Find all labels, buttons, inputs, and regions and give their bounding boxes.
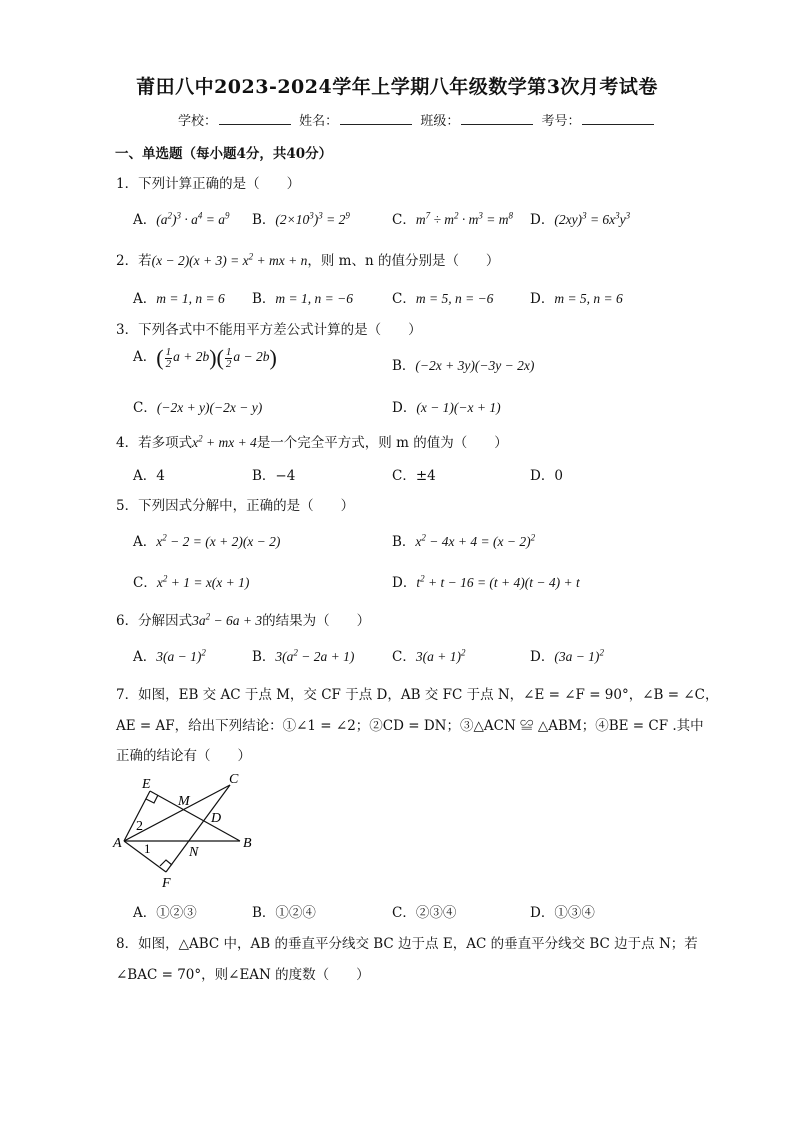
q4-option-d[interactable]: D．0 xyxy=(530,468,563,484)
q3-option-b[interactable]: B．(−2x + 3y)(−3y − 2x) xyxy=(392,358,535,374)
q6-option-c[interactable]: C．$3(a + 1)^2$ xyxy=(392,647,466,665)
class-label: 班级： xyxy=(420,114,460,129)
q1-option-d[interactable]: D．$(2xy)^3 = 6x^3y^3$ xyxy=(530,210,631,228)
label-e: E xyxy=(142,777,151,792)
number-blank[interactable] xyxy=(582,112,654,125)
label-angle-1: 1 xyxy=(144,841,151,856)
name-blank[interactable] xyxy=(340,112,412,125)
q2-option-b[interactable]: B．m = 1, n = −6 xyxy=(252,291,354,307)
question-6-stem: 6．分解因式$3a^2 - 6a + 3$的结果为（ ） xyxy=(116,611,371,629)
q4-option-a[interactable]: A．4 xyxy=(133,468,165,484)
label-m: M xyxy=(178,794,190,809)
label-n: N xyxy=(189,845,199,860)
question-7-line-3: 正确的结论有（ ） xyxy=(116,748,251,764)
q7-geometry-figure xyxy=(110,770,270,890)
right-angle-mark-f xyxy=(160,860,172,866)
question-3-stem: 3．下列各式中不能用平方差公式计算的是（ ） xyxy=(116,322,422,338)
question-8-line-1: 8．如图，△ABC 中，AB 的垂直平分线交 BC 边于点 E，AC 的垂直平分线交 BC 边于点 N；若 xyxy=(116,936,698,952)
q5-option-b[interactable]: B．$x^2 - 4x + 4 = (x - 2)^2$ xyxy=(392,532,536,550)
q6-option-b[interactable]: B．$3(a^2 - 2a + 1)$ xyxy=(252,647,355,665)
q4-option-b[interactable]: B．−4 xyxy=(252,468,296,484)
question-5-stem: 5．下列因式分解中，正确的是（ ） xyxy=(116,498,355,514)
question-7-line-2: AE = AF，给出下列结论：①∠1 = ∠2；②CD = DN；③△ACN ≌ △ABM；④BE = CF .其中 xyxy=(116,718,704,734)
q3-option-d[interactable]: D．(x − 1)(−x + 1) xyxy=(392,400,501,416)
q1-option-c[interactable]: C．$m^7 \div m^2 \cdot m^3 = m^8$ xyxy=(392,210,513,228)
q7-option-c[interactable]: C．②③④ xyxy=(392,905,457,921)
q3-option-a[interactable]: A．( $\frac{1}{2}$ a + 2b)( $\frac{1}{2}$ a − 2b) xyxy=(133,345,277,370)
exam-title: 莆田八中2023-2024学年上学期八年级数学第3次月考试卷 xyxy=(136,76,658,98)
number-label: 考号： xyxy=(541,114,581,129)
q2-option-d[interactable]: D．m = 5, n = 6 xyxy=(530,291,623,307)
label-c: C xyxy=(229,772,239,787)
question-1-stem: 1．下列计算正确的是（ ） xyxy=(116,176,301,192)
q2-option-a[interactable]: A．m = 1, n = 6 xyxy=(133,291,225,307)
label-d: D xyxy=(211,811,222,826)
question-7-line-1: 7．如图，EB 交 AC 于点 M，交 CF 于点 D，AB 交 FC 于点 N，∠E = ∠F = 90°，∠B = ∠C， xyxy=(116,687,719,703)
q7-option-b[interactable]: B．①②④ xyxy=(252,905,316,921)
question-4-stem: 4．若多项式$x^2$ + mx + 4是一个完全平方式，则 m 的值为（ ） xyxy=(116,433,508,451)
label-angle-2: 2 xyxy=(136,819,143,834)
label-b: B xyxy=(243,836,252,851)
school-blank[interactable] xyxy=(219,112,291,125)
school-label: 学校： xyxy=(178,114,218,129)
class-blank[interactable] xyxy=(461,112,533,125)
question-8-line-2: ∠BAC = 70°，则∠EAN 的度数（ ） xyxy=(116,967,370,983)
q5-option-a[interactable]: A．$x^2 - 2 = (x + 2)(x - 2)$ xyxy=(133,532,281,550)
q2-option-c[interactable]: C．m = 5, n = −6 xyxy=(392,291,494,307)
question-2-stem: 2．若$(x - 2)(x + 3) = x^2$ + mx + n，则 m、n 的值分别是（ ） xyxy=(116,251,500,269)
label-f: F xyxy=(162,876,171,890)
q5-option-d[interactable]: D．$t^2 + t - 16 = (t + 4)(t - 4) + t$ xyxy=(392,573,580,591)
q4-option-c[interactable]: C．±4 xyxy=(392,468,436,484)
student-info-line xyxy=(178,110,658,129)
q3-option-c[interactable]: C．(−2x + y)(−2x − y) xyxy=(133,400,263,416)
q1-option-b[interactable]: B．$(2\times 10^3)^3 = 2^9$ xyxy=(252,210,350,228)
q7-option-d[interactable]: D．①③④ xyxy=(530,905,595,921)
section-heading: 一、单选题（每小题4分，共40分） xyxy=(115,146,333,162)
q1-option-a[interactable]: A．$(a^2)^3 \cdot a^4 = a^9$ xyxy=(133,210,230,228)
label-a: A xyxy=(113,836,122,851)
q5-option-c[interactable]: C．$x^2 + 1 = x(x + 1)$ xyxy=(133,573,250,591)
q6-option-a[interactable]: A．$3(a - 1)^2$ xyxy=(133,647,206,665)
q7-option-a[interactable]: A．①②③ xyxy=(133,905,197,921)
q6-option-d[interactable]: D．$(3a - 1)^2$ xyxy=(530,647,604,665)
name-label: 姓名： xyxy=(299,114,339,129)
